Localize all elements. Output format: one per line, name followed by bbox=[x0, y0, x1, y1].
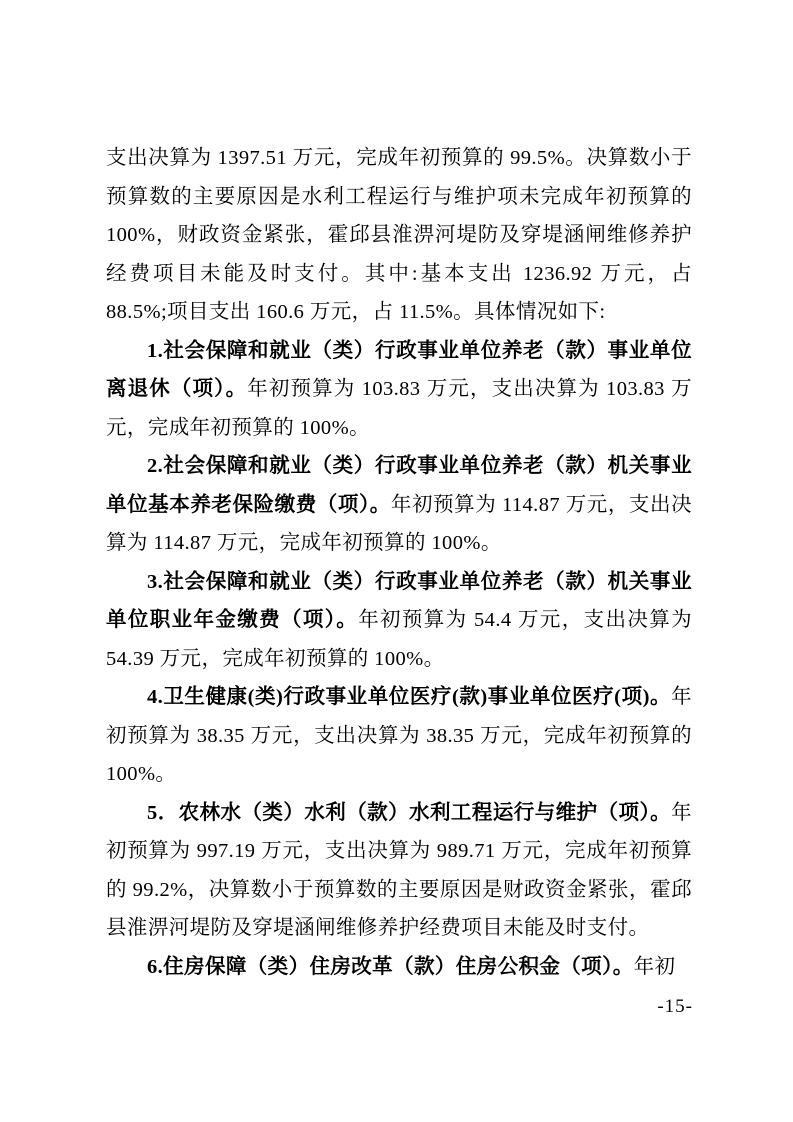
item-2-body: 年初预算为 114.87 万元，支出决算为 114.87 万元，完成年初预算的 100%。 bbox=[106, 493, 692, 554]
item-3-heading: 3.社会保障和就业（类）行政事业单位养老（款）机关事业单位职业年金缴费（项）。 bbox=[106, 570, 692, 631]
paragraph-item-5 bbox=[106, 794, 692, 948]
page-number: -15- bbox=[657, 996, 693, 1017]
document-body bbox=[106, 139, 692, 986]
item-3-body: 年初预算为 54.4 万元，支出决算为 54.39 万元，完成年初预算的 100%。 bbox=[106, 609, 692, 670]
item-1-body: 年初预算为 103.83 万元，支出决算为 103.83 万元，完成年初预算的 100%。 bbox=[106, 378, 692, 439]
paragraph-item-4 bbox=[106, 678, 692, 794]
paragraph-item-2 bbox=[106, 447, 692, 563]
paragraph-item-6 bbox=[106, 948, 692, 987]
item-1-heading: 1.社会保障和就业（类）行政事业单位养老（款）事业单位离退休（项）。 bbox=[106, 339, 692, 400]
item-2-heading: 2.社会保障和就业（类）行政事业单位养老（款）机关事业单位基本养老保险缴费（项）。 bbox=[106, 455, 692, 516]
item-6-body: 年初 bbox=[633, 955, 676, 978]
item-4-body: 年初预算为 38.35 万元，支出决算为 38.35 万元，完成年初预算的 100%。 bbox=[106, 686, 692, 785]
paragraph-item-3 bbox=[106, 563, 692, 679]
item-5-heading: 5．农林水（类）水利（款）水利工程运行与维护（项）。 bbox=[147, 801, 672, 824]
paragraph-item-1 bbox=[106, 332, 692, 448]
paragraph-intro bbox=[106, 139, 692, 332]
paragraph-intro-text: 支出决算为 1397.51 万元，完成年初预算的 99.5%。决算数小于预算数的主要原因是水利工程运行与维护项未完成年初预算的 100%，财政资金紧张，霍邱县淮淠河堤防及穿堤涵闸维修养护经费项目未能及时支付。其中:基本支出 1236.92 万元，占 88.5%;项目支出 160.6 万元，占 11.5%。具体情况如下: bbox=[106, 147, 692, 323]
item-4-heading: 4.卫生健康(类)行政事业单位医疗(款)事业单位医疗(项)。 bbox=[147, 686, 672, 708]
item-5-body: 年初预算为 997.19 万元，支出决算为 989.71 万元，完成年初预算的 99.2%，决算数小于预算数的主要原因是财政资金紧张，霍邱县淮淠河堤防及穿堤涵闸维修养护经费项目未能及时支付。 bbox=[106, 801, 692, 939]
item-6-heading: 6.住房保障（类）住房改革（款）住房公积金（项）。 bbox=[147, 955, 634, 978]
